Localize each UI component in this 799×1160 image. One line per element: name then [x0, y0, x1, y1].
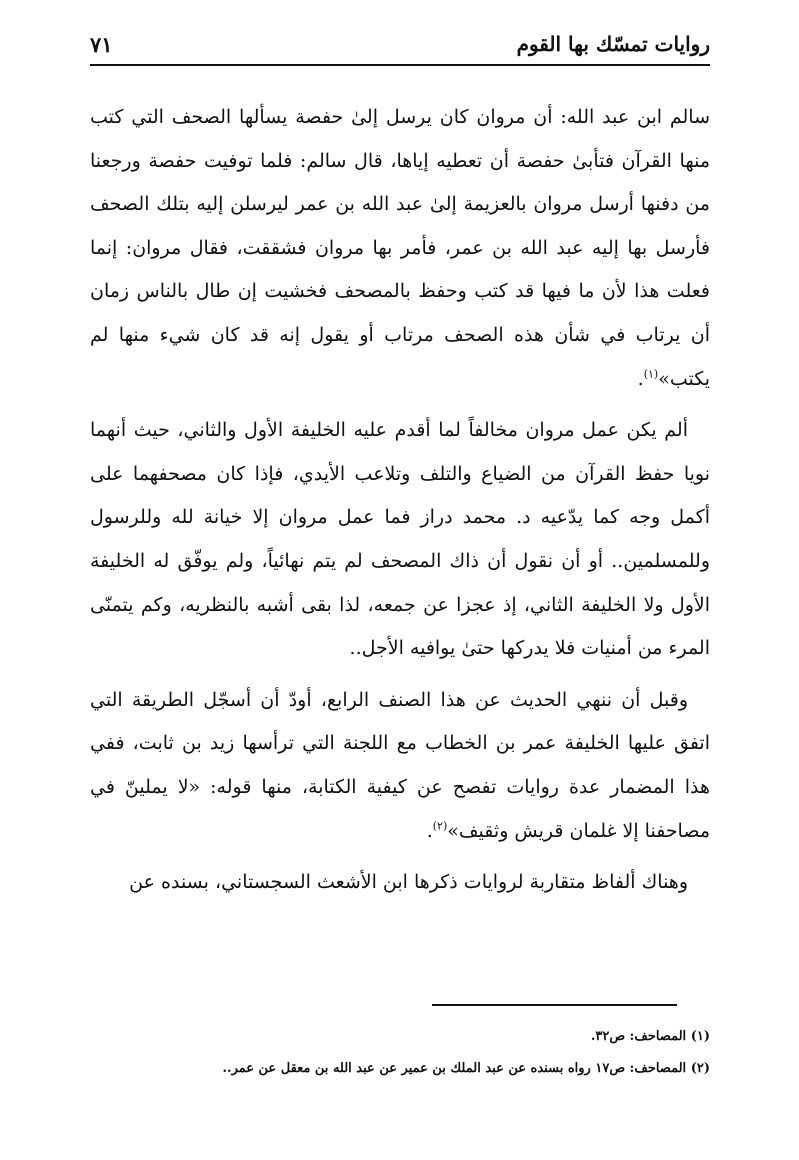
paragraph-1-text: سالم ابن عبد الله: أن مروان كان يرسل إلىٰ حفصة يسألها الصحف التي كتب منها القرآن فتأبىٰ حفصة أن تعطيه إياها، قال سالم: فلما توفيت حفصة ورجعنا من دفنها أرسل مروان بالعزيمة إلىٰ عبد الله بن عمر ليرسلن إليه بتلك الصحف فأرسل بها إليه عبد الله بن عمر، فأمر بها مروان فشققت، فقال مروان: إنما فعلت هذا لأن ما فيها قد كتب وحفظ بالمصحف فخشيت إن طال بالناس زمان أن يرتاب في شأن هذه الصحف مرتاب أو يقول إنه قد كان شيء منها لم يكتب»: [90, 106, 710, 390]
footnote-2: (٢) المصاحف: ص١٧ رواه بسنده عن عبد الملك بن عمير عن عبد الله بن معقل عن عمر..: [222, 1061, 710, 1076]
paragraph-3-text: وقبل أن ننهي الحديث عن هذا الصنف الرابع، أودّ أن أسجّل الطريقة التي اتفق عليها الخليفة عمر بن الخطاب مع اللجنة التي ترأسها زيد بن ثابت، ففي هذا المضمار عدة روايات تفصح عن كيفية الكتابة، منها قوله: «لا يملينّ في مصاحفنا إلا غلمان قريش وثقيف»: [90, 688, 710, 842]
footnote-1: (١) المصاحف: ص٣٢.: [590, 1029, 710, 1044]
footnote-divider: [432, 1004, 677, 1006]
paragraph-2-text: ألم يكن عمل مروان مخالفاً لما أقدم عليه الخليفة الأول والثاني، حيث أنهما نويا حفظ القرآن من الضياع والتلف وتلاعب الأيدي، فإذا كان مصحفهما على أكمل وجه كما يدّعيه د. محمد دراز فما عمل مروان إلا خيانة لله وللرسول وللمسلمين.. أو أن نقول أن ذاك المصحف لم يتم نهائياً، ولم يوفّق له الخليفة الأول ولا الخليفة الثاني، إذ عجزا عن جمعه، لذا بقى أشبه بالنظريه، وكم يتمنّى المرء من أمنيات فلا يدركها حتىٰ يوافيه الأجل..: [90, 419, 710, 660]
paragraph-2: [90, 409, 710, 671]
footnote-ref-2: (٢): [432, 819, 448, 833]
running-header: [90, 30, 710, 66]
paragraph-1-tail: .: [637, 367, 644, 390]
paragraph-3: [90, 679, 710, 853]
header-title: روايات تمسّك بها القوم: [516, 32, 710, 56]
paragraph-3-tail: .: [426, 819, 433, 842]
paragraph-4: [90, 861, 710, 905]
paragraph-1: [90, 96, 710, 401]
page-number: ٧١: [90, 32, 113, 57]
footnotes: [90, 1024, 710, 1088]
paragraph-4-text: وهناك ألفاظ متقاربة لروايات ذكرها ابن الأشعث السجستاني، بسنده عن: [129, 871, 688, 894]
body-text: [90, 96, 710, 905]
footnote-ref-1: (١): [643, 367, 659, 381]
